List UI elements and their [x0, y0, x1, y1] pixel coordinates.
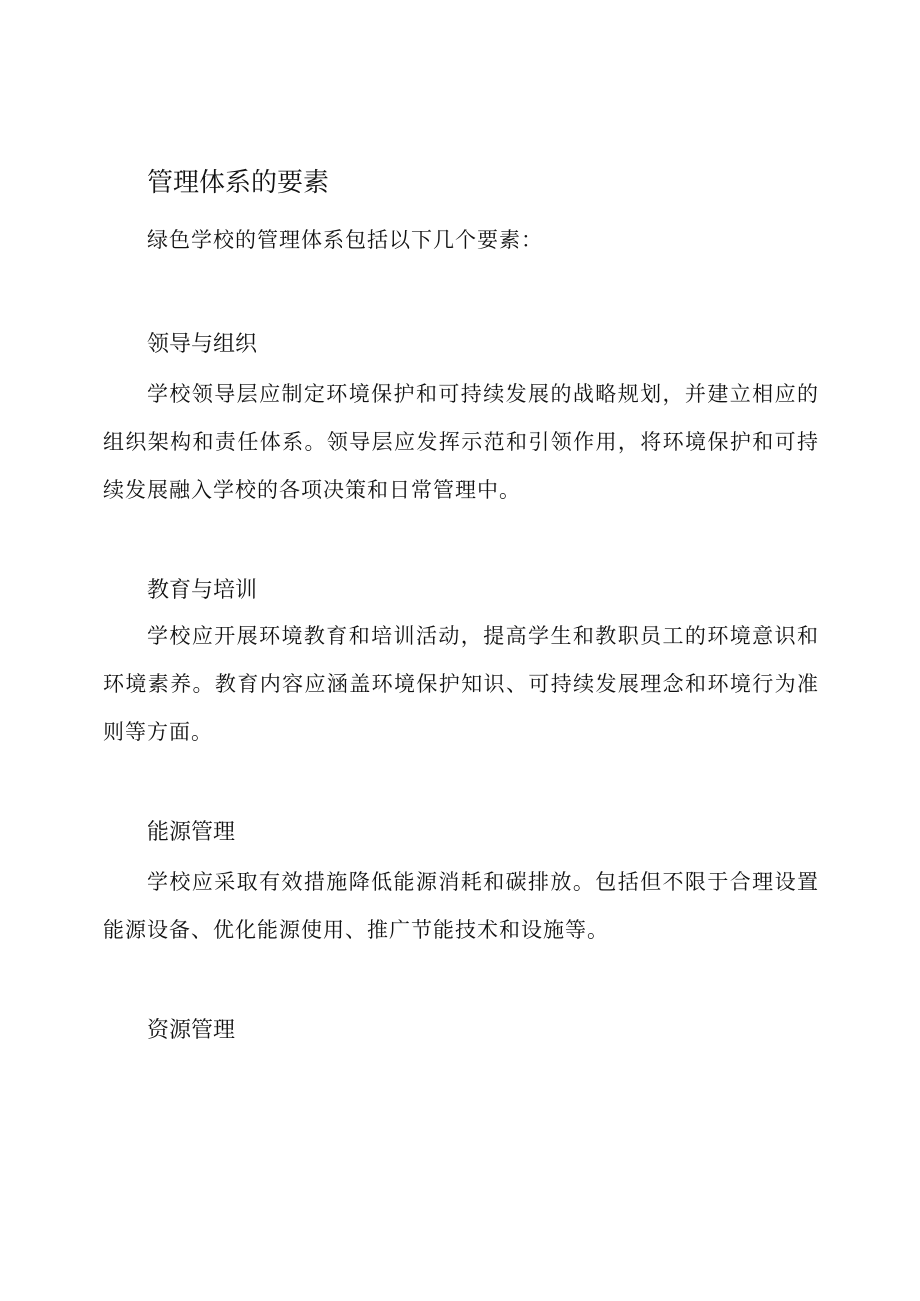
- heading-resources: 资源管理: [147, 1018, 236, 1043]
- section-title: 管理体系的要素: [147, 168, 330, 198]
- heading-education: 教育与培训: [147, 578, 258, 603]
- paragraph-education: 学校应开展环境教育和培训活动，提高学生和教职员工的环境意识和环境素养。教育内容应涵盖环境保护知识、可持续发展理念和环境行为准则等方面。: [103, 624, 819, 744]
- intro-text: 绿色学校的管理体系包括以下几个要素：: [147, 228, 543, 252]
- paragraph-energy: 学校应采取有效措施降低能源消耗和碳排放。包括但不限于合理设置能源设备、优化能源使用、推广节能技术和设施等。: [103, 870, 819, 942]
- heading-leadership: 领导与组织: [147, 332, 258, 357]
- paragraph-leadership: 学校领导层应制定环境保护和可持续发展的战略规划，并建立相应的组织架构和责任体系。领导层应发挥示范和引领作用，将环境保护和可持续发展融入学校的各项决策和日常管理中。: [103, 382, 819, 502]
- heading-energy: 能源管理: [147, 820, 236, 845]
